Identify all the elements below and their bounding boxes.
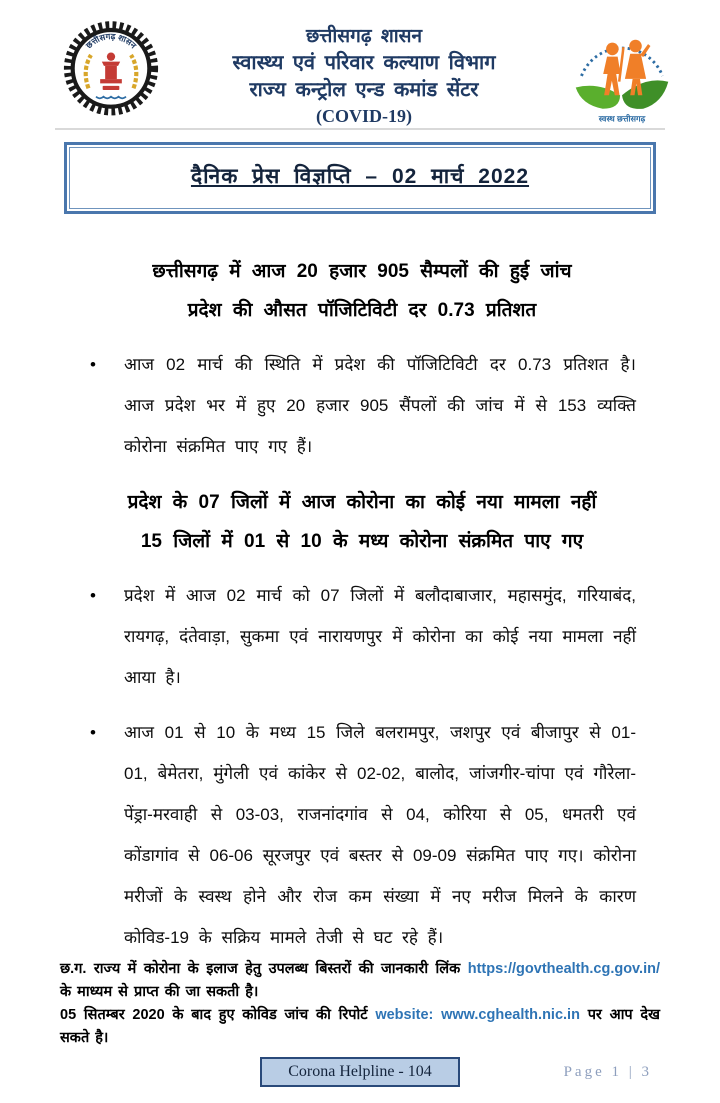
govthealth-link[interactable]: https://govthealth.cg.gov.in/ [467, 961, 660, 977]
bullet-text: आज 01 से 10 के मध्य 15 जिले बलरामपुर, जशपुर एवं बीजापुर से 01-01, बेमेतरा, मुंगेली एवं कांकेर से 02-02, बालोद, जांजगीर-चांपा एवं गौरेला-पेंड्रा-मरवाही से 03-03, राजनांदगांव से 04, कोरिया से 05, धमतरी एवं कोंडागांव से 06-06 सूरजपुर एवं बस्तर से 09-09 संक्रमित पाए गए। कोरोना मरीजों के स्वस्थ होने और रोज कम संख्या में नए मरीज मिलने के कारण कोविड-19 के सक्रिय मामले तेजी से घट रहे हैं। [124, 723, 636, 947]
department-name: स्वास्थ्य एवं परिवार कल्याण विभाग [232, 52, 496, 74]
bullet-item [88, 344, 636, 467]
page-number: Page 1 | 3 [563, 1064, 652, 1080]
title-banner-box [64, 142, 656, 214]
document-header [0, 20, 720, 126]
government-name: छत्तीसगढ़ शासन [305, 26, 423, 47]
bullet-item [88, 575, 636, 698]
corona-helpline-badge: Corona Helpline - 104 [260, 1057, 460, 1087]
seal-curved-text: छत्तीसगढ़ शासन [83, 31, 139, 51]
healthy-chhattisgarh-logo-icon [564, 20, 680, 133]
bullet-icon: • [90, 355, 96, 374]
press-release-title: दैनिक प्रेस विज्ञप्ति – 02 मार्च 2022 [190, 165, 530, 188]
footer-note-reports: 05 सितम्बर 2020 के बाद हुए कोविड जांच की रिपोर्ट website: www.cghealth.nic.in पर आप देख सकते है। [60, 1007, 660, 1046]
covid-label: (COVID-19) [316, 106, 412, 126]
bullet-icon: • [90, 586, 96, 605]
document-footer [0, 958, 720, 1103]
section-heading-districts: प्रदेश के 07 जिलों में आज कोरोना का कोई नया मामला नहीं 15 जिलों में 01 से 10 के मध्य कोरोना संक्रमित पाए गए [127, 492, 597, 552]
bullet-icon: • [90, 723, 96, 742]
bullet-text: आज 02 मार्च की स्थिति में प्रदेश की पॉजिटिविटी दर 0.73 प्रतिशत है। आज प्रदेश भर में हुए 20 हजार 905 सैंपलों की जांच में से 153 व्यक्ति कोरोना संक्रमित पाए गए हैं। [124, 355, 636, 456]
chhattisgarh-state-emblem-icon [58, 20, 164, 125]
bullet-text: प्रदेश में आज 02 मार्च को 07 जिलों में बलौदाबाजार, महासमुंद, गरियाबंद, रायगढ़, दंतेवाड़ा, सुकमा एवं नारायणपुर में कोरोना का कोई नया मामला नहीं आया है। [124, 586, 636, 687]
section-heading-testing: छत्तीसगढ़ में आज 20 हजार 905 सैम्पलों की हुई जांच प्रदेश की औसत पॉजिटिविटी दर 0.73 प्रतिशत [152, 261, 572, 321]
command-center-name: राज्य कन्ट्रोल एन्ड कमांड सेंटर [249, 79, 479, 101]
header-divider [55, 128, 665, 130]
bullet-item [88, 712, 636, 958]
document-body [0, 214, 720, 958]
right-logo-caption: स्वस्थ छत्तीसगढ़ [598, 114, 646, 124]
department-header-text [164, 20, 564, 129]
cghealth-link[interactable]: website: www.cghealth.nic.in [375, 1007, 580, 1023]
footer-note-beds: छ.ग. राज्य में कोरोना के इलाज हेतु उपलब्ध बिस्तरों की जानकारी लिंक https://govthealth.cg.gov.in/ के माध्यम से प्राप्त की जा सकती है। [60, 961, 660, 1000]
